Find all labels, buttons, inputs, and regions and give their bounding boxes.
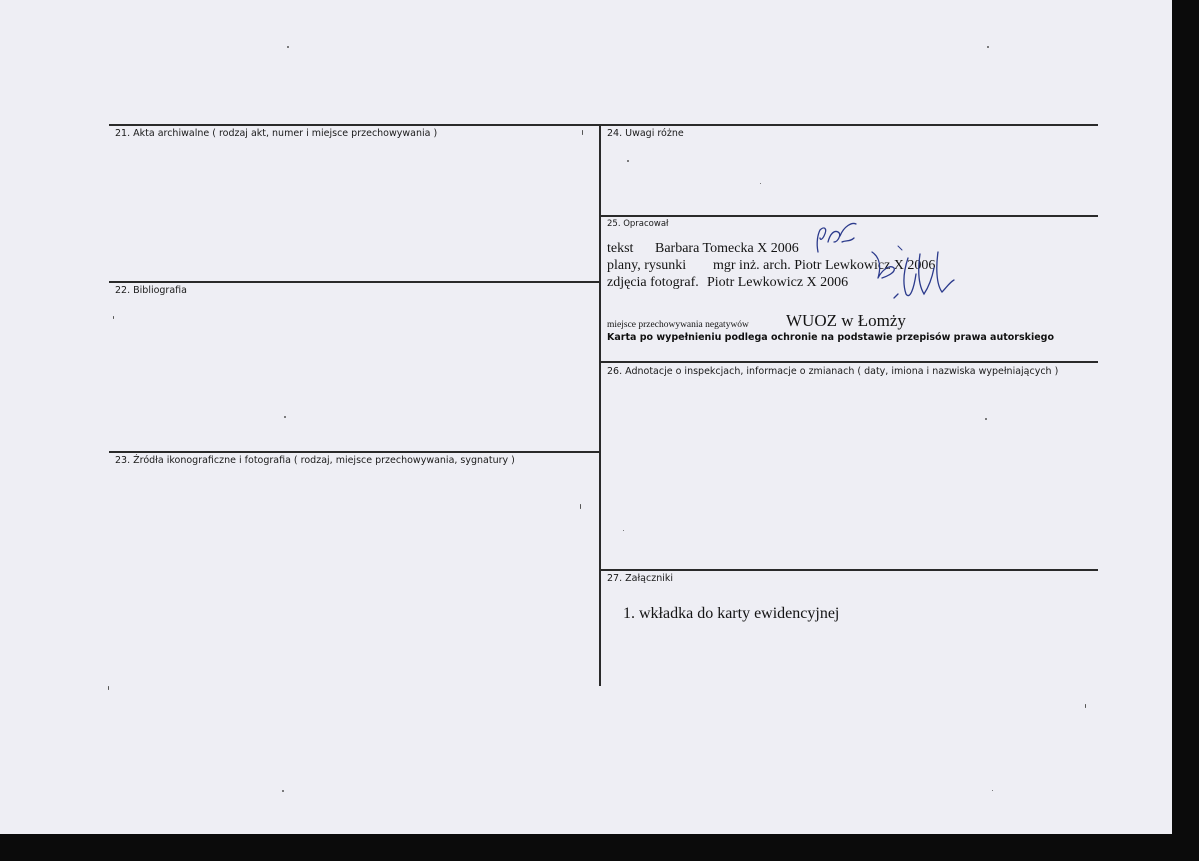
- dust-speck: [1085, 704, 1086, 708]
- negatives-value: WUOZ w Łomży: [786, 311, 906, 330]
- attachment-item: 1. wkładka do karty ewidencyjnej: [623, 605, 840, 622]
- column-divider: [599, 124, 601, 686]
- section-23-label: 23. Źródła ikonograficzne i fotografia ( rodzaj, miejsce przechowywania, sygnatury ): [115, 455, 515, 466]
- section-27-top-rule: [601, 569, 1098, 571]
- scanner-border-bottom: [0, 834, 1199, 861]
- section-23-top-rule: [109, 451, 601, 453]
- dust-speck: [987, 46, 989, 48]
- section-26-top-rule: [601, 361, 1098, 363]
- author-plans-role: plany, rysunki: [607, 258, 687, 273]
- section-25-top-rule: [601, 215, 1098, 217]
- dust-speck: [623, 530, 624, 531]
- author-text-role: tekst: [607, 241, 634, 256]
- section-26-label: 26. Adnotacje o inspekcjach, informacje o zmianach ( daty, imiona i nazwiska wypełniających ): [607, 366, 1059, 377]
- dust-speck: [627, 160, 629, 162]
- negatives-label: miejsce przechowywania negatywów: [607, 320, 749, 330]
- dust-speck: [582, 130, 583, 135]
- section-27-label: 27. Załączniki: [607, 573, 673, 584]
- signature-plans-author: [868, 244, 958, 308]
- section-21-top-rule: [109, 124, 599, 126]
- dust-speck: [760, 183, 761, 184]
- copyright-note: Karta po wypełnieniu podlega ochronie na podstawie przepisów prawa autorskiego: [607, 332, 1054, 343]
- author-photos-role: zdjęcia fotograf.: [607, 275, 699, 290]
- section-25-label: 25. Opracował: [607, 219, 669, 229]
- dust-speck: [113, 316, 114, 319]
- dust-speck: [284, 416, 286, 418]
- dust-speck: [985, 418, 987, 420]
- scanner-border-right: [1172, 0, 1199, 861]
- author-photos-value: Piotr Lewkowicz X 2006: [707, 275, 849, 290]
- section-22-top-rule: [109, 281, 601, 283]
- section-21-label: 21. Akta archiwalne ( rodzaj akt, numer i miejsce przechowywania ): [115, 128, 438, 139]
- author-plans-value: mgr inż. arch. Piotr Lewkowicz X 2006: [713, 258, 936, 273]
- section-24-label: 24. Uwagi różne: [607, 128, 684, 139]
- section-24-top-rule: [601, 124, 1098, 126]
- section-22-label: 22. Bibliografia: [115, 285, 187, 296]
- dust-speck: [580, 504, 581, 509]
- dust-speck: [287, 46, 289, 48]
- author-text-value: Barbara Tomecka X 2006: [655, 241, 799, 256]
- dust-speck: [282, 790, 284, 792]
- dust-speck: [992, 790, 993, 791]
- signature-text-author: [812, 220, 860, 256]
- dust-speck: [108, 686, 109, 690]
